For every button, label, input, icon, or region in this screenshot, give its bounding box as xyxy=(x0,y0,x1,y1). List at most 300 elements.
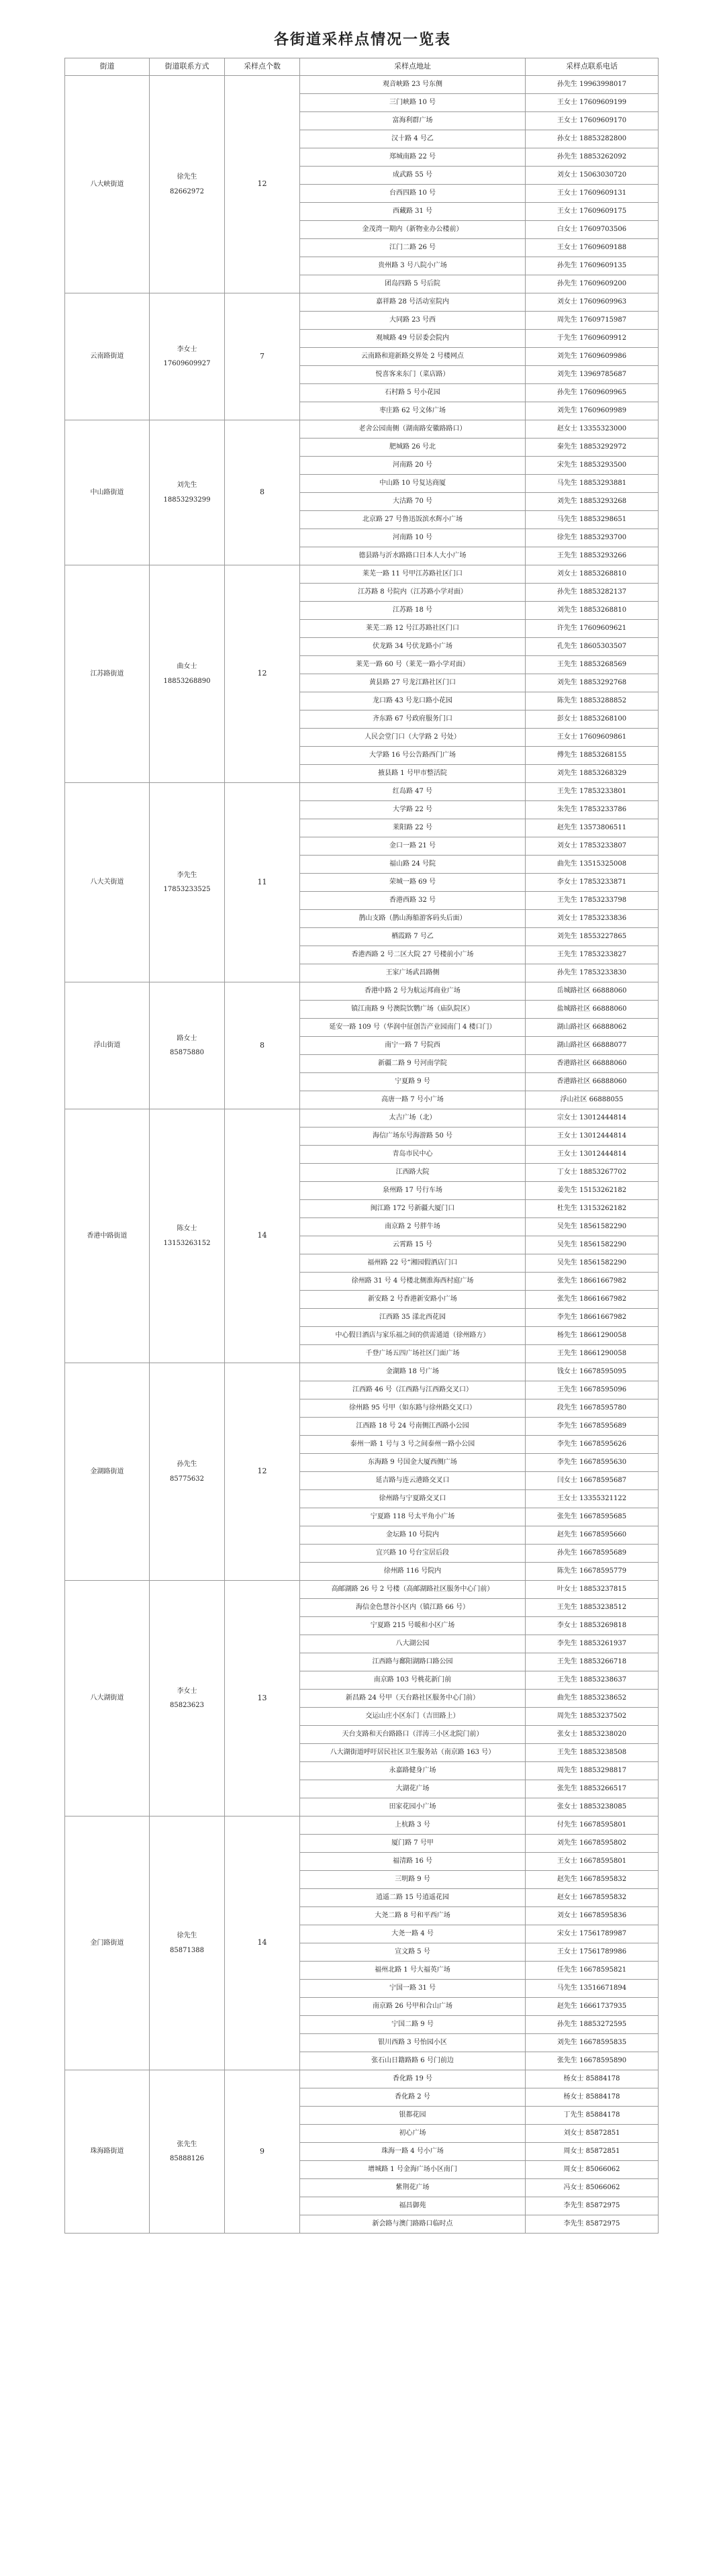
site-phone: 孙先生 18853282137 xyxy=(526,584,659,602)
site-phone: 杨女士 85884178 xyxy=(526,2070,659,2088)
site-address: 香港西路 32 号 xyxy=(300,892,526,910)
site-phone: 王先生 17853233827 xyxy=(526,946,659,964)
site-phone: 孙先生 18853262092 xyxy=(526,148,659,167)
site-phone: 王先生 16678595096 xyxy=(526,1381,659,1399)
table-row xyxy=(65,565,659,584)
site-address: 海信金色慧谷小区内（镇江路 66 号） xyxy=(300,1599,526,1617)
header-contact: 街道联系方式 xyxy=(150,58,225,76)
site-address: 肥城路 26 号北 xyxy=(300,439,526,457)
site-address: 大沽路 70 号 xyxy=(300,493,526,511)
site-address: 王家广场武昌路侧 xyxy=(300,964,526,982)
street-contact xyxy=(150,420,225,565)
site-address: 河南路 20 号 xyxy=(300,457,526,475)
site-address: 闽江路 172 号新疆大厦门口 xyxy=(300,1200,526,1218)
site-phone: 孙先生 16678595689 xyxy=(526,1545,659,1563)
contact-phone: 13153263152 xyxy=(163,1239,211,1247)
site-phone: 曲先生 13515325008 xyxy=(526,856,659,874)
site-address: 掖县路 1 号甲市整活院 xyxy=(300,765,526,783)
site-phone: 张先生 18853266517 xyxy=(526,1780,659,1798)
site-address: 江门二路 26 号 xyxy=(300,239,526,257)
site-phone: 张先生 18661667982 xyxy=(526,1273,659,1291)
street-name: 浮山街道 xyxy=(65,982,150,1109)
site-address: 贵州路 3 号八院小广场 xyxy=(300,257,526,275)
table-header xyxy=(65,58,659,76)
site-address: 江西路大院 xyxy=(300,1164,526,1182)
site-address: 莱芜二路 12 号江苏路社区门口 xyxy=(300,620,526,638)
header-street: 街道 xyxy=(65,58,150,76)
site-phone: 浮山社区 66888055 xyxy=(526,1091,659,1109)
site-address: 三门峡路 10 号 xyxy=(300,94,526,112)
contact-phone: 85823623 xyxy=(170,1702,204,1709)
site-address: 观音峡路 23 号东侧 xyxy=(300,76,526,94)
site-phone: 孙先生 17609609965 xyxy=(526,384,659,402)
site-count: 7 xyxy=(225,293,300,420)
site-phone: 宋女士 17561789987 xyxy=(526,1925,659,1943)
street-name: 中山路街道 xyxy=(65,420,150,565)
site-address: 北京路 27 号鲁迅饭滨水辉小广场 xyxy=(300,511,526,529)
site-phone: 闫女士 16678595687 xyxy=(526,1472,659,1490)
site-phone: 曲先生 18853238652 xyxy=(526,1690,659,1708)
site-address: 莱阳路 22 号 xyxy=(300,819,526,837)
street-name: 金湖路街道 xyxy=(65,1363,150,1581)
table-row xyxy=(65,1816,659,1835)
site-address: 青岛市民中心 xyxy=(300,1146,526,1164)
table-row xyxy=(65,2070,659,2088)
site-phone: 赵先生 16661737935 xyxy=(526,1998,659,2016)
site-address: 南京路 103 号桃花新门前 xyxy=(300,1671,526,1690)
contact-name: 张先生 xyxy=(177,2140,197,2148)
street-contact xyxy=(150,1109,225,1363)
site-phone: 盐城路社区 66888060 xyxy=(526,1001,659,1019)
site-phone: 钱女士 16678595095 xyxy=(526,1363,659,1381)
site-count: 14 xyxy=(225,1816,300,2070)
site-address: 泉州路 17 号行车场 xyxy=(300,1182,526,1200)
site-address: 上杭路 3 号 xyxy=(300,1816,526,1835)
street-name: 香港中路街道 xyxy=(65,1109,150,1363)
site-count: 12 xyxy=(225,565,300,783)
site-address: 新会路与澳门路路口临时点 xyxy=(300,2215,526,2234)
site-phone: 马先生 18853293881 xyxy=(526,475,659,493)
site-address: 紫荆花广场 xyxy=(300,2179,526,2197)
site-phone: 王女士 16678595801 xyxy=(526,1853,659,1871)
site-phone: 张女士 18853238020 xyxy=(526,1726,659,1744)
site-address: 江西路 18 号 24 号南侧江西路小公园 xyxy=(300,1418,526,1436)
site-phone: 赵先生 16678595832 xyxy=(526,1871,659,1889)
table-row xyxy=(65,1363,659,1381)
page-title: 各街道采样点情况一览表 xyxy=(273,31,451,48)
site-address: 宁夏路 215 号暖和小区广场 xyxy=(300,1617,526,1635)
contact-name: 刘先生 xyxy=(177,481,197,489)
site-phone: 付先生 16678595801 xyxy=(526,1816,659,1835)
site-phone: 王女士 17609609861 xyxy=(526,729,659,747)
site-phone: 杨先生 18661290058 xyxy=(526,1327,659,1345)
site-phone: 王先生 18853268569 xyxy=(526,656,659,674)
site-phone: 刘先生 13969785687 xyxy=(526,366,659,384)
site-phone: 张先生 16678595685 xyxy=(526,1508,659,1526)
site-address: 香港中路 2 号为航运邦商业广场 xyxy=(300,982,526,1001)
site-phone: 王女士 13355321122 xyxy=(526,1490,659,1508)
site-phone: 吴先生 18561582290 xyxy=(526,1218,659,1236)
street-contact xyxy=(150,783,225,982)
site-address: 石村路 5 号小花园 xyxy=(300,384,526,402)
site-address: 香化路 2 号 xyxy=(300,2088,526,2107)
contact-name: 徐先生 xyxy=(177,1932,197,1939)
site-phone: 周先生 17609715987 xyxy=(526,312,659,330)
site-phone: 周女士 85066062 xyxy=(526,2161,659,2179)
site-phone: 李先生 16678595630 xyxy=(526,1454,659,1472)
site-address: 高唐一路 7 号小广场 xyxy=(300,1091,526,1109)
contact-name: 李先生 xyxy=(177,871,197,879)
site-phone: 王先生 18853293266 xyxy=(526,547,659,565)
site-address: 银川西路 3 号怡园小区 xyxy=(300,2034,526,2052)
table-row xyxy=(65,420,659,439)
site-phone: 刘女士 17609609963 xyxy=(526,293,659,312)
site-address: 大学路 16 号公告路西门广场 xyxy=(300,747,526,765)
site-phone: 刘女士 85872851 xyxy=(526,2125,659,2143)
site-phone: 姜先生 15153262182 xyxy=(526,1182,659,1200)
site-phone: 徐先生 18853293700 xyxy=(526,529,659,547)
site-address: 东海路 9 号国金大厦西侧广场 xyxy=(300,1454,526,1472)
site-address: 镇江南路 9 号澳院饮鹦广场（庙队院区） xyxy=(300,1001,526,1019)
site-phone: 王女士 17609609175 xyxy=(526,203,659,221)
contact-phone: 85888126 xyxy=(170,2155,204,2162)
contact-name: 李女士 xyxy=(177,1687,197,1695)
table-row xyxy=(65,1109,659,1128)
site-phone: 王女士 17609609131 xyxy=(526,185,659,203)
site-count: 12 xyxy=(225,76,300,293)
site-address: 金湖路 18 号广场 xyxy=(300,1363,526,1381)
site-address: 莱芜一路 11 号甲江苏路社区门口 xyxy=(300,565,526,584)
site-address: 南宁一路 7 号院西 xyxy=(300,1037,526,1055)
site-address: 福州北路 1 号大福英广场 xyxy=(300,1962,526,1980)
street-contact xyxy=(150,76,225,293)
site-address: 初心广场 xyxy=(300,2125,526,2143)
site-address: 中心假日酒店与家乐福之间的供需通道（徐州路方） xyxy=(300,1327,526,1345)
contact-phone: 18853268890 xyxy=(163,677,211,685)
site-address: 老舍公园南侧（湖南路安徽路路口） xyxy=(300,420,526,439)
site-phone: 孙女士 18853282800 xyxy=(526,130,659,148)
site-address: 观城路 49 号居委会院内 xyxy=(300,330,526,348)
site-phone: 王女士 13012444814 xyxy=(526,1146,659,1164)
site-address: 海信广场东号海游路 50 号 xyxy=(300,1128,526,1146)
site-count: 12 xyxy=(225,1363,300,1581)
site-count: 14 xyxy=(225,1109,300,1363)
contact-phone: 85875880 xyxy=(170,1049,204,1056)
site-address: 八大湖公园 xyxy=(300,1635,526,1653)
site-address: 金口一路 21 号 xyxy=(300,837,526,856)
site-phone: 刘先生 17609609989 xyxy=(526,402,659,420)
site-address: 福清路 16 号 xyxy=(300,1853,526,1871)
site-address: 金坛路 10 号院内 xyxy=(300,1526,526,1545)
site-address: 龙口路 43 号龙口路小花园 xyxy=(300,692,526,710)
site-address: 伏龙路 34 号伏龙路小广场 xyxy=(300,638,526,656)
site-address: 福州路 22 号“湘园假酒店门口 xyxy=(300,1254,526,1273)
contact-phone: 85871388 xyxy=(170,1946,204,1954)
site-address: 江西路 46 号（江西路与江西路交叉口） xyxy=(300,1381,526,1399)
site-address: 徐州路 31 号 4 号楼北侧淮海西村庭广场 xyxy=(300,1273,526,1291)
site-address: 团岛四路 5 号后院 xyxy=(300,275,526,293)
site-address: 宜兴路 10 号台宝居后段 xyxy=(300,1545,526,1563)
site-phone: 王女士 17609609188 xyxy=(526,239,659,257)
site-address: 鹊山支路（鹊山海船游客码头后面） xyxy=(300,910,526,928)
site-address: 黄县路 27 号龙江路社区门口 xyxy=(300,674,526,692)
site-phone: 周女士 85872851 xyxy=(526,2143,659,2161)
site-address: 江西路 35 漾北西花园 xyxy=(300,1309,526,1327)
site-address: 张石山日籍路路 6 号门前边 xyxy=(300,2052,526,2070)
site-phone: 王女士 17609609170 xyxy=(526,112,659,130)
site-phone: 刘女士 15063030720 xyxy=(526,167,659,185)
site-count: 11 xyxy=(225,783,300,982)
site-address: 齐东路 67 号政府服务门口 xyxy=(300,710,526,729)
site-address: 河南路 10 号 xyxy=(300,529,526,547)
contact-phone: 17609609927 xyxy=(163,360,211,367)
site-phone: 朱先生 17853233786 xyxy=(526,801,659,819)
site-phone: 孙先生 17609609135 xyxy=(526,257,659,275)
contact-phone: 18853293299 xyxy=(163,496,211,504)
street-name: 金门路街道 xyxy=(65,1816,150,2070)
site-address: 交运山庄小区东门（吉田路上） xyxy=(300,1708,526,1726)
table-row xyxy=(65,783,659,801)
site-phone: 刘先生 18853293268 xyxy=(526,493,659,511)
site-address: 西藏路 31 号 xyxy=(300,203,526,221)
site-address: 江苏路 8 号院内（江苏路小学对面） xyxy=(300,584,526,602)
site-phone: 王先生 17853233801 xyxy=(526,783,659,801)
street-name: 八大峡街道 xyxy=(65,76,150,293)
site-address: 栖霞路 7 号乙 xyxy=(300,928,526,946)
site-address: 南京路 26 号甲和合山广场 xyxy=(300,1998,526,2016)
contact-name: 徐先生 xyxy=(177,173,197,181)
contact-name: 孙先生 xyxy=(177,1461,197,1468)
site-phone: 彭女士 18853268100 xyxy=(526,710,659,729)
site-phone: 吴先生 18561582290 xyxy=(526,1236,659,1254)
site-phone: 宗女士 13012444814 xyxy=(526,1109,659,1128)
site-address: 台西四路 10 号 xyxy=(300,185,526,203)
site-address: 云南路和迎新路交界处 2 号楼网点 xyxy=(300,348,526,366)
site-phone: 赵先生 13573806511 xyxy=(526,819,659,837)
site-phone: 王先生 17853233798 xyxy=(526,892,659,910)
site-phone: 李先生 18661667982 xyxy=(526,1309,659,1327)
sampling-table xyxy=(64,58,659,2234)
street-contact xyxy=(150,293,225,420)
site-phone: 王女士 17561789986 xyxy=(526,1943,659,1962)
site-address: 香港西路 2 号二区大院 27 号楼前小广场 xyxy=(300,946,526,964)
site-address: 江苏路 18 号 xyxy=(300,602,526,620)
street-name: 八大湖街道 xyxy=(65,1581,150,1816)
site-phone: 王先生 18853238508 xyxy=(526,1744,659,1762)
site-phone: 孙先生 17853233830 xyxy=(526,964,659,982)
site-phone: 刘先生 18853268329 xyxy=(526,765,659,783)
site-phone: 王先生 18853238637 xyxy=(526,1671,659,1690)
site-phone: 李先生 16678595626 xyxy=(526,1436,659,1454)
site-phone: 秦先生 18853292972 xyxy=(526,439,659,457)
site-phone: 李女士 18853269818 xyxy=(526,1617,659,1635)
site-address: 悦喜客来东门（菜店路） xyxy=(300,366,526,384)
site-phone: 赵女士 13355323000 xyxy=(526,420,659,439)
site-address: 嘉祥路 28 号活动室院内 xyxy=(300,293,526,312)
contact-phone: 82662972 xyxy=(170,187,204,195)
site-address: 福山路 24 号院 xyxy=(300,856,526,874)
street-name: 江苏路街道 xyxy=(65,565,150,783)
site-phone: 刘先生 18853292768 xyxy=(526,674,659,692)
table-row xyxy=(65,76,659,94)
street-contact xyxy=(150,1581,225,1816)
site-address: 人民会堂门口（大学路 2 号处） xyxy=(300,729,526,747)
site-address: 增城路 1 号金海广场小区南门 xyxy=(300,2161,526,2179)
site-count: 13 xyxy=(225,1581,300,1816)
street-name: 珠海路街道 xyxy=(65,2070,150,2234)
site-phone: 刘女士 18853268810 xyxy=(526,565,659,584)
site-phone: 傅先生 18853268155 xyxy=(526,747,659,765)
site-phone: 宋先生 18853293500 xyxy=(526,457,659,475)
site-phone: 许先生 17609609621 xyxy=(526,620,659,638)
site-phone: 丁先生 85884178 xyxy=(526,2107,659,2125)
site-phone: 陈先生 16678595779 xyxy=(526,1563,659,1581)
site-address: 成武路 55 号 xyxy=(300,167,526,185)
site-address: 枣庄路 62 号文体广场 xyxy=(300,402,526,420)
site-phone: 张先生 16678595890 xyxy=(526,2052,659,2070)
site-address: 千登广场五四广场社区门面广场 xyxy=(300,1345,526,1363)
site-phone: 王先生 18853266718 xyxy=(526,1653,659,1671)
header-address: 采样点地址 xyxy=(300,58,526,76)
site-address: 大湖花广场 xyxy=(300,1780,526,1798)
site-phone: 段先生 16678595780 xyxy=(526,1399,659,1418)
site-address: 高邮湖路 26 号 2 号楼（高邮湖路社区服务中心门前） xyxy=(300,1581,526,1599)
site-phone: 李先生 16678595689 xyxy=(526,1418,659,1436)
site-address: 郑城南路 22 号 xyxy=(300,148,526,167)
site-phone: 香港路社区 66888060 xyxy=(526,1055,659,1073)
site-phone: 王女士 17609609199 xyxy=(526,94,659,112)
site-phone: 刘先生 17609609986 xyxy=(526,348,659,366)
site-address: 宁国二路 9 号 xyxy=(300,2016,526,2034)
site-address: 宣文路 5 号 xyxy=(300,1943,526,1962)
header-phone: 采样点联系电话 xyxy=(526,58,659,76)
site-phone: 叶女士 18853237815 xyxy=(526,1581,659,1599)
site-phone: 张女士 18853238085 xyxy=(526,1798,659,1816)
table-row xyxy=(65,982,659,1001)
site-address: 宁夏路 118 号太平角小广场 xyxy=(300,1508,526,1526)
site-phone: 刘先生 16678595802 xyxy=(526,1835,659,1853)
site-phone: 李先生 85872975 xyxy=(526,2215,659,2234)
site-address: 徐州路 95 号甲（如东路与徐州路交叉口） xyxy=(300,1399,526,1418)
site-phone: 张先生 18661667982 xyxy=(526,1291,659,1309)
site-phone: 李先生 85872975 xyxy=(526,2197,659,2215)
site-phone: 刘先生 18853268810 xyxy=(526,602,659,620)
table-row xyxy=(65,1581,659,1599)
site-phone: 陈先生 18853288852 xyxy=(526,692,659,710)
site-address: 大学路 22 号 xyxy=(300,801,526,819)
site-phone: 冯女士 85066062 xyxy=(526,2179,659,2197)
street-contact xyxy=(150,565,225,783)
street-contact xyxy=(150,1816,225,2070)
contact-name: 陈女士 xyxy=(177,1225,197,1232)
site-phone: 刘女士 16678595836 xyxy=(526,1907,659,1925)
site-address: 八大湖街道呼吁居民社区卫生服务站（南京路 163 号） xyxy=(300,1744,526,1762)
street-name: 八大关街道 xyxy=(65,783,150,982)
site-phone: 刘女士 17853233807 xyxy=(526,837,659,856)
site-address: 永嘉路健身广场 xyxy=(300,1762,526,1780)
site-address: 大同路 23 号西 xyxy=(300,312,526,330)
site-phone: 湖山路社区 66888077 xyxy=(526,1037,659,1055)
site-address: 新疆二路 9 号河南学院 xyxy=(300,1055,526,1073)
site-phone: 孙先生 19963998017 xyxy=(526,76,659,94)
site-address: 徐州路 116 号院内 xyxy=(300,1563,526,1581)
site-address: 红岛路 47 号 xyxy=(300,783,526,801)
contact-phone: 17853233525 xyxy=(163,886,211,893)
site-address: 宁国一路 31 号 xyxy=(300,1980,526,1998)
site-phone: 白女士 17609703506 xyxy=(526,221,659,239)
site-phone: 王女士 13012444814 xyxy=(526,1128,659,1146)
street-contact xyxy=(150,1363,225,1581)
site-address: 香化路 19 号 xyxy=(300,2070,526,2088)
site-address: 逍遥二路 15 号逍遥花园 xyxy=(300,1889,526,1907)
site-address: 富海利群广场 xyxy=(300,112,526,130)
site-phone: 孙先生 17609609200 xyxy=(526,275,659,293)
site-phone: 赵女士 16678595832 xyxy=(526,1889,659,1907)
site-phone: 周先生 18853237502 xyxy=(526,1708,659,1726)
site-phone: 任先生 16678595821 xyxy=(526,1962,659,1980)
contact-phone: 85775632 xyxy=(170,1475,204,1483)
site-address: 三明路 9 号 xyxy=(300,1871,526,1889)
site-address: 大尧一路 4 号 xyxy=(300,1925,526,1943)
site-address: 中山路 10 号复达商厦 xyxy=(300,475,526,493)
site-phone: 李先生 18853261937 xyxy=(526,1635,659,1653)
site-address: 南京路 2 号胖牛场 xyxy=(300,1218,526,1236)
site-phone: 刘先生 18553227865 xyxy=(526,928,659,946)
site-address: 延吉路与连云港路交叉口 xyxy=(300,1472,526,1490)
site-phone: 香港路社区 66888060 xyxy=(526,1073,659,1091)
site-address: 延安一路 109 号（华润中征创告产业园南门 4 楼口门） xyxy=(300,1019,526,1037)
site-address: 荣城一路 69 号 xyxy=(300,874,526,892)
site-address: 天台支路和天台路路口（洋涛三小区北院门前） xyxy=(300,1726,526,1744)
site-address: 银都花园 xyxy=(300,2107,526,2125)
site-count: 9 xyxy=(225,2070,300,2234)
site-phone: 王先生 18661290058 xyxy=(526,1345,659,1363)
site-address: 金茂湾一期内（新物业办公楼前） xyxy=(300,221,526,239)
site-address: 泰州一路 1 号与 3 号之间泰州一路小公园 xyxy=(300,1436,526,1454)
site-count: 8 xyxy=(225,420,300,565)
site-phone: 刘先生 16678595835 xyxy=(526,2034,659,2052)
site-phone: 湖山路社区 66888062 xyxy=(526,1019,659,1037)
site-phone: 周先生 18853298817 xyxy=(526,1762,659,1780)
site-count: 8 xyxy=(225,982,300,1109)
site-address: 云霄路 15 号 xyxy=(300,1236,526,1254)
site-phone: 刘女士 17853233836 xyxy=(526,910,659,928)
site-address: 珠海一路 4 号小广场 xyxy=(300,2143,526,2161)
site-phone: 岳城路社区 66888060 xyxy=(526,982,659,1001)
site-phone: 李女士 17853233871 xyxy=(526,874,659,892)
site-address: 田家花园小广场 xyxy=(300,1798,526,1816)
site-address: 新昌路 24 号甲（天台路社区服务中心门前） xyxy=(300,1690,526,1708)
site-address: 德县路与沂水路路口日本人大小广场 xyxy=(300,547,526,565)
site-address: 宁夏路 9 号 xyxy=(300,1073,526,1091)
site-address: 厦门路 7 号甲 xyxy=(300,1835,526,1853)
site-phone: 王先生 18853238512 xyxy=(526,1599,659,1617)
site-phone: 杜先生 13153262182 xyxy=(526,1200,659,1218)
site-phone: 丁女士 18853267702 xyxy=(526,1164,659,1182)
street-contact xyxy=(150,2070,225,2234)
header-count: 采样点个数 xyxy=(225,58,300,76)
site-phone: 孙先生 18853272595 xyxy=(526,2016,659,2034)
contact-name: 路女士 xyxy=(177,1034,197,1042)
site-address: 新安路 2 号香港新安路小广场 xyxy=(300,1291,526,1309)
site-phone: 马先生 13516671894 xyxy=(526,1980,659,1998)
site-phone: 赵先生 16678595660 xyxy=(526,1526,659,1545)
site-phone: 于先生 17609609912 xyxy=(526,330,659,348)
site-phone: 杨女士 85884178 xyxy=(526,2088,659,2107)
table-row xyxy=(65,293,659,312)
table-body xyxy=(65,76,659,2234)
site-address: 太古广场（北） xyxy=(300,1109,526,1128)
